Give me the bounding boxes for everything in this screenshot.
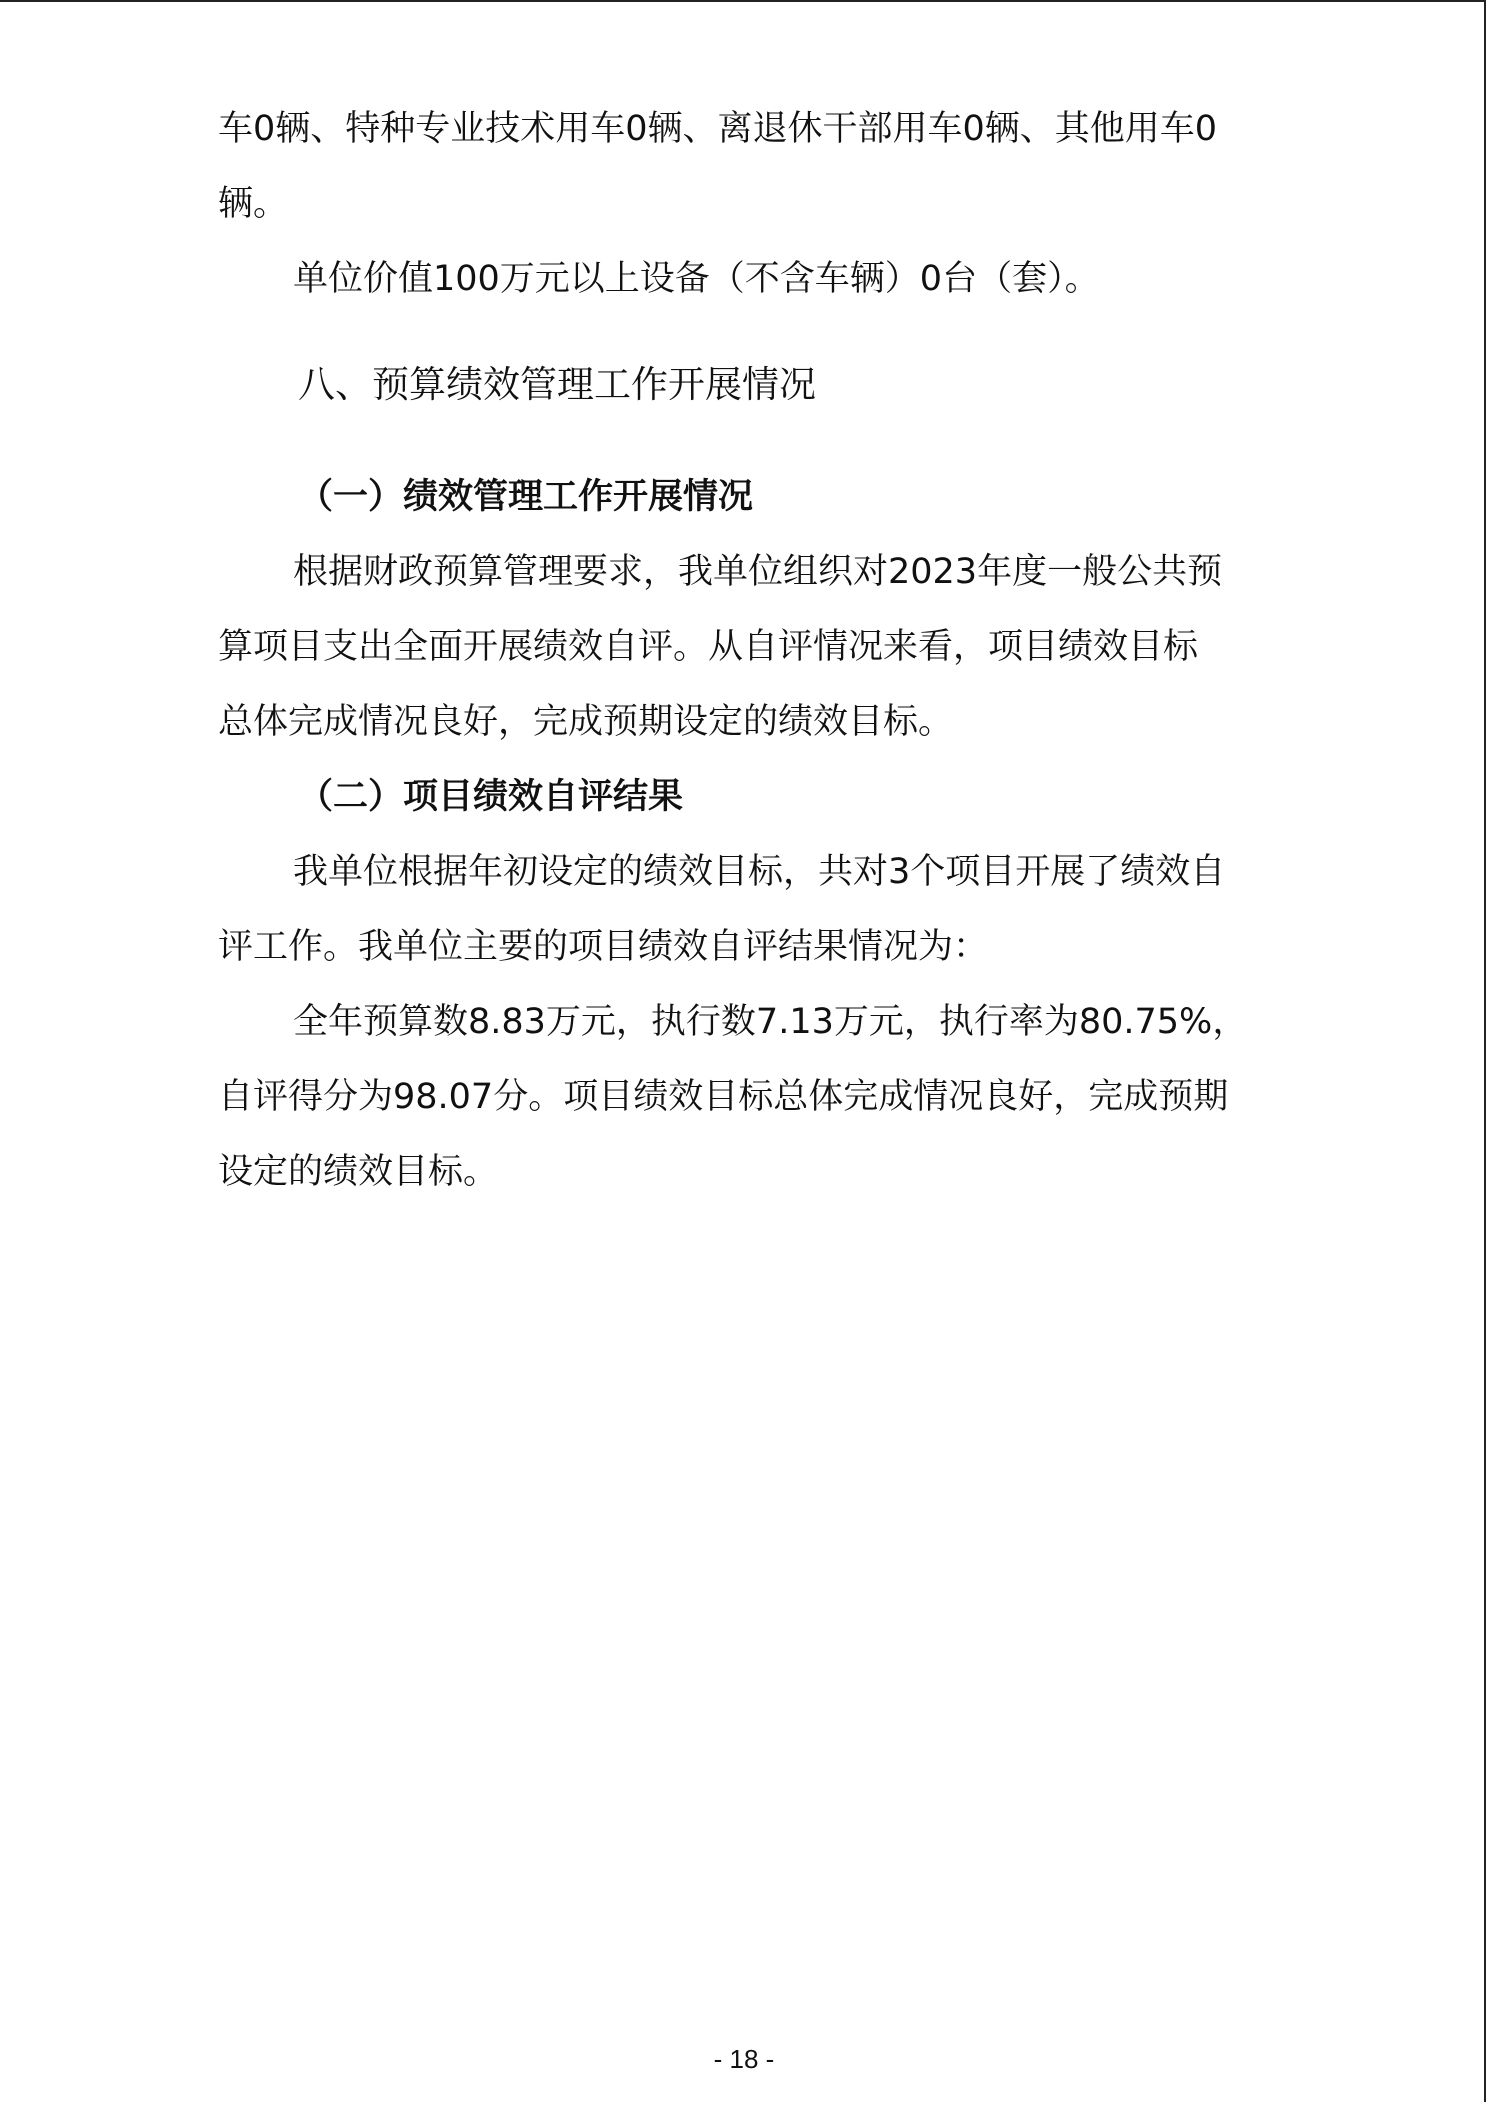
vehicles-line-1: 车0辆、特种专业技术用车0辆、离退休干部用车0辆、其他用车0 bbox=[218, 109, 1218, 149]
subsection-1-line: 算项目支出全面开展绩效自评。从自评情况来看，项目绩效目标 bbox=[218, 627, 1199, 667]
vehicles-line-2: 辆。 bbox=[218, 184, 289, 224]
subsection-1-line: 总体完成情况良好，完成预期设定的绩效目标。 bbox=[218, 702, 954, 742]
subsection-2-para1-line: 我单位根据年初设定的绩效目标，共对3个项目开展了绩效自 bbox=[293, 852, 1226, 892]
subsection-2-para2-line: 自评得分为98.07分。项目绩效目标总体完成情况良好，完成预期 bbox=[218, 1077, 1229, 1117]
equipment-paragraph: 单位价值100万元以上设备（不含车辆）0台（套）。 bbox=[293, 259, 1100, 299]
subsection-2-para2-line: 设定的绩效目标。 bbox=[218, 1152, 499, 1192]
subsection-2-title: （二）项目绩效自评结果 bbox=[298, 777, 684, 817]
subsection-1-line: 根据财政预算管理要求，我单位组织对2023年度一般公共预 bbox=[293, 552, 1223, 592]
subsection-2-para2-line: 全年预算数8.83万元，执行数7.13万元，执行率为80.75%， bbox=[293, 1002, 1248, 1042]
subsection-2-para1-line: 评工作。我单位主要的项目绩效自评结果情况为： bbox=[218, 927, 989, 967]
page-number: - 18 - bbox=[713, 2044, 775, 2074]
document-body bbox=[218, 92, 1288, 1210]
section-heading: 八、预算绩效管理工作开展情况 bbox=[298, 363, 816, 406]
subsection-1-title: （一）绩效管理工作开展情况 bbox=[298, 477, 754, 517]
